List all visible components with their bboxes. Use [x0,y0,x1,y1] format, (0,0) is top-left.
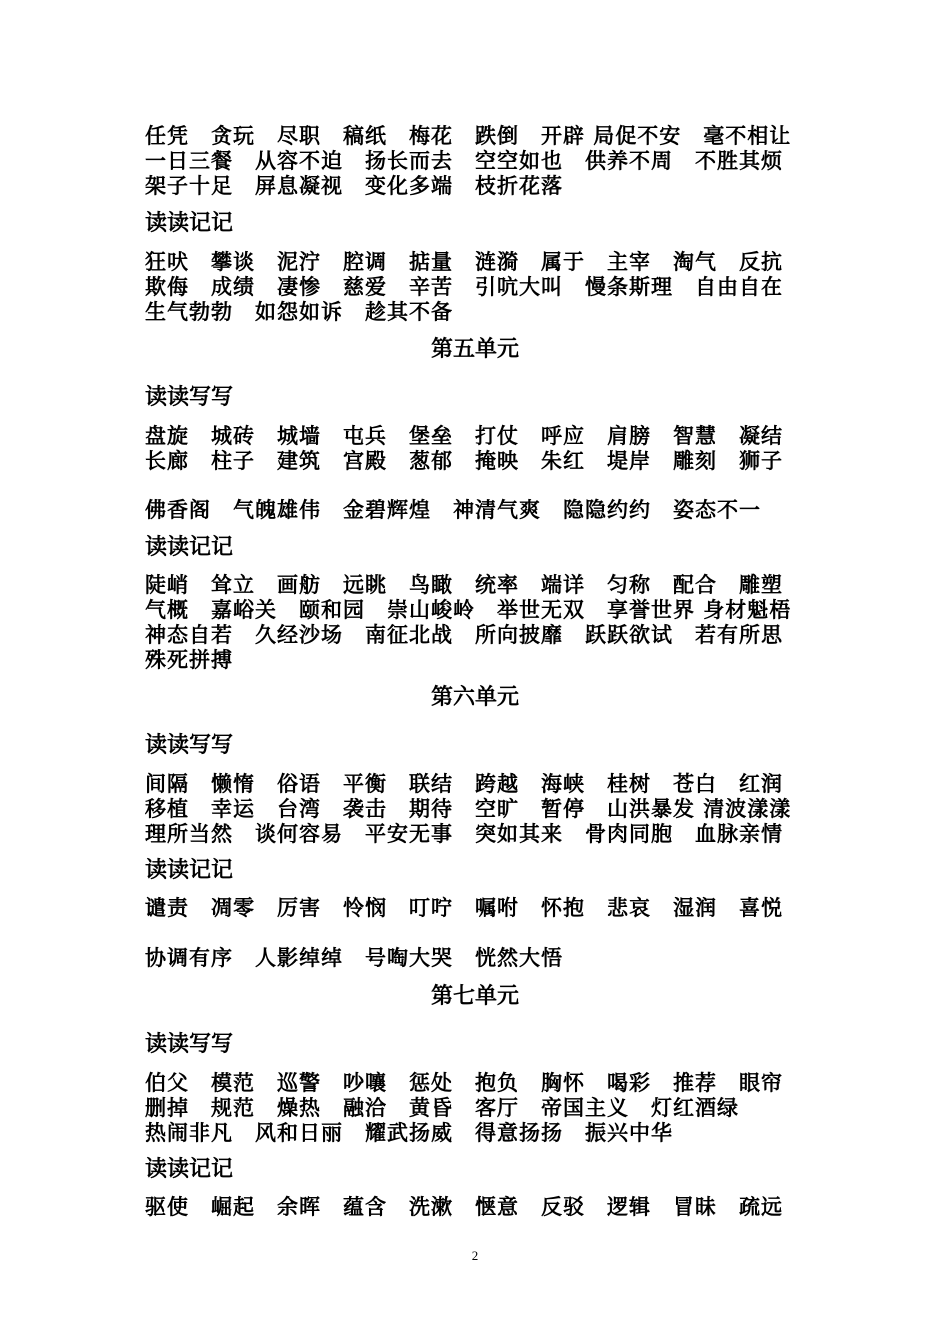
section-heading: 读读写写 [145,733,234,758]
word-line: 陡峭 耸立 画舫 远眺 鸟瞰 统率 端详 匀称 配合 雕塑 [145,572,783,597]
section-heading: 读读写写 [145,1032,234,1057]
word-list-unit4-remember [145,249,815,324]
section-heading: 读读记记 [145,858,234,883]
unit-title: 第七单元 [430,983,519,1009]
word-list-unit4-write [145,123,815,198]
word-list-unit7-write [145,1070,815,1145]
word-line: 殊死拼搏 [145,647,233,672]
word-line: 移植 幸运 台湾 袭击 期待 空旷 暂停 山洪暴发 清波漾漾 [145,796,792,821]
word-line: 架子十足 屏息凝视 变化多端 枝折花落 [145,173,563,198]
word-line: 长廊 柱子 建筑 宫殿 葱郁 掩映 朱红 堤岸 雕刻 狮子 [145,448,783,473]
word-line: 伯父 模范 巡警 吵嚷 惩处 抱负 胸怀 喝彩 推荐 眼帘 [145,1070,783,1095]
word-line: 间隔 懒惰 俗语 平衡 联结 跨越 海峡 桂树 苍白 红润 [145,771,783,796]
word-list-unit5-remember [145,572,815,672]
word-line: 狂吠 攀谈 泥泞 腔调 掂量 涟漪 属于 主宰 淘气 反抗 [145,249,783,274]
word-line: 删掉 规范 燥热 融洽 黄昏 客厅 帝国主义 灯红酒绿 [145,1095,739,1120]
section-heading: 读读写写 [145,385,234,410]
word-line: 一日三餐 从容不迫 扬长而去 空空如也 供养不周 不胜其烦 [145,148,783,173]
word-line: 驱使 崛起 余晖 蕴含 洗漱 惬意 反驳 逻辑 冒昧 疏远 [145,1194,783,1219]
word-line: 神态自若 久经沙场 南征北战 所向披靡 跃跃欲试 若有所思 [145,622,783,647]
word-line: 谴责 凋零 厉害 怜悯 叮咛 嘱咐 怀抱 悲哀 湿润 喜悦 [145,895,783,920]
section-heading: 读读记记 [145,211,234,236]
word-list-unit6-remember [145,895,815,920]
word-list-unit5-idioms [145,497,815,522]
word-line: 理所当然 谈何容易 平安无事 突如其来 骨肉同胞 血脉亲情 [145,821,783,846]
word-line: 佛香阁 气魄雄伟 金碧辉煌 神清气爽 隐隐约约 姿态不一 [145,497,761,522]
word-list-unit7-remember [145,1194,815,1219]
word-list-unit6-idioms [145,945,815,970]
word-line: 气概 嘉峪关 颐和园 崇山峻岭 举世无双 享誉世界 身材魁梧 [145,597,792,622]
word-line: 生气勃勃 如怨如诉 趁其不备 [145,299,453,324]
unit-title: 第五单元 [430,336,519,362]
word-line: 协调有序 人影绰绰 号啕大哭 恍然大悟 [145,945,563,970]
word-list-unit5-write [145,423,815,473]
word-line: 欺侮 成绩 凄惨 慈爱 辛苦 引吭大叫 慢条斯理 自由自在 [145,274,783,299]
word-line: 任凭 贪玩 尽职 稿纸 梅花 跌倒 开辟 局促不安 毫不相让 [145,123,792,148]
section-heading: 读读记记 [145,535,234,560]
word-line: 热闹非凡 风和日丽 耀武扬威 得意扬扬 振兴中华 [145,1120,673,1145]
unit-title: 第六单元 [430,684,519,710]
page-number: 2 [471,1248,479,1263]
word-list-unit6-write [145,771,815,846]
word-line: 盘旋 城砖 城墙 屯兵 堡垒 打仗 呼应 肩膀 智慧 凝结 [145,423,783,448]
section-heading: 读读记记 [145,1157,234,1182]
